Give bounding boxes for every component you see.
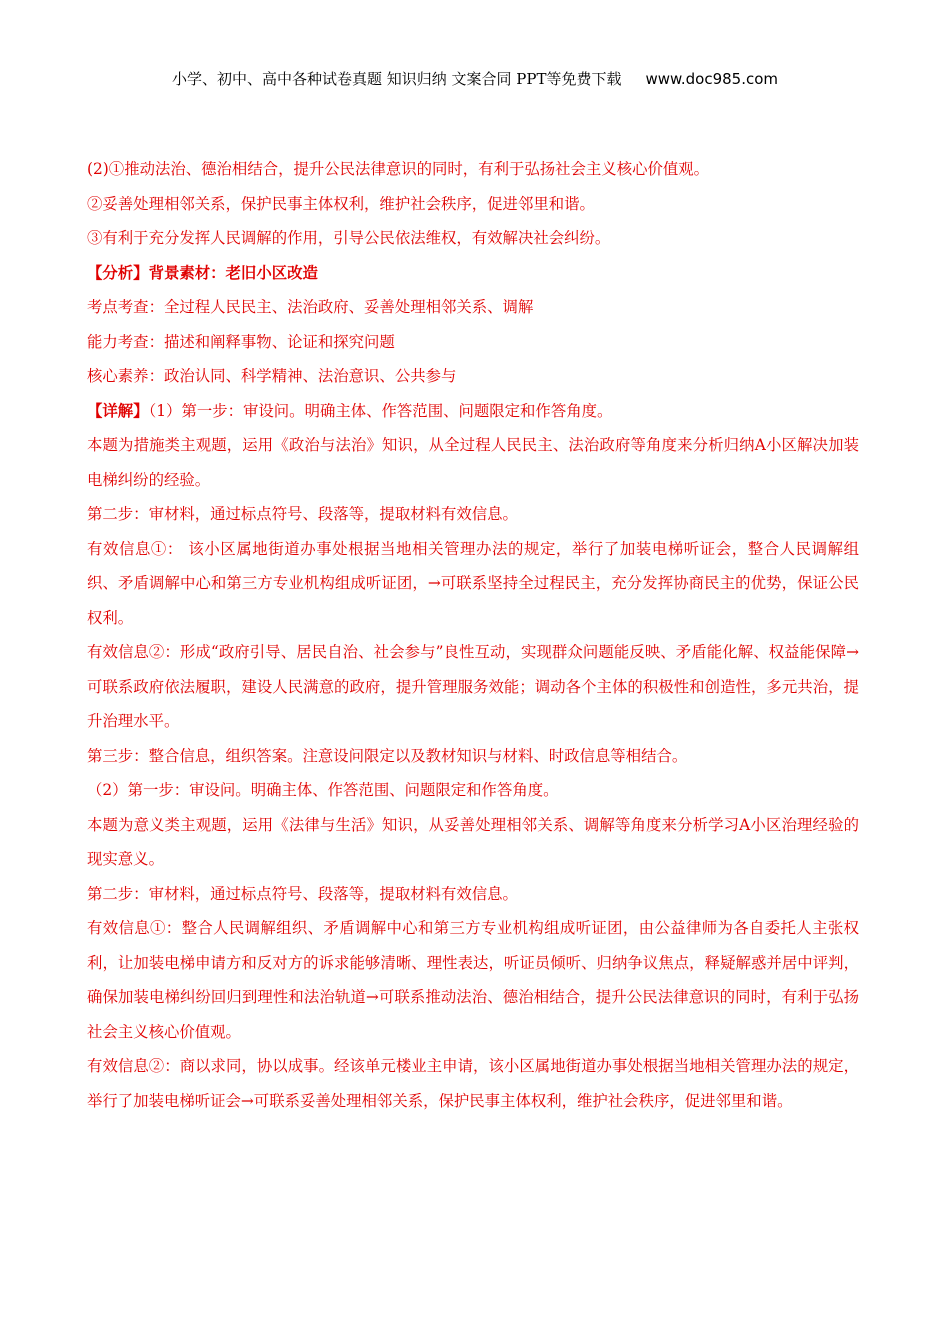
detail-step-1-q1-text: （1）第一步：审设问。明确主体、作答范围、问题限定和作答角度。	[148, 401, 613, 420]
detail-q1-step-2: 第二步：审材料，通过标点符号、段落等，提取材料有效信息。	[87, 505, 518, 523]
detail-q1-description: 本题为措施类主观题，运用《政治与法治》知识，从全过程人民民主、法治政府等角度来分析归纳A小区解决加装电梯纠纷的经验。	[87, 436, 859, 489]
detail-q1-info-1: 有效信息①： 该小区属地街道办事处根据当地相关管理办法的规定，举行了加装电梯听证会，整合人民调解组织、矛盾调解中心和第三方专业机构组成听证团，→可联系坚持全过程民主，充分发挥协商民主的优势，保证公民权利。	[87, 539, 859, 627]
answer-2-point-2: ②妥善处理相邻关系，保护民事主体权利，维护社会秩序，促进邻里和谐。	[87, 194, 595, 213]
header-site-url: www.doc985.com	[645, 70, 779, 88]
header-text: 小学、初中、高中各种试卷真题 知识归纳 文案合同 PPT等免费下载	[171, 70, 622, 88]
detail-q1-info-2: 有效信息②：形成“政府引导、居民自治、社会参与”良性互动，实现群众问题能反映、矛盾能化解、权益能保障→可联系政府依法履职，建设人民满意的政府，提升管理服务效能；调动各个主体的积极性和创造性，多元共治，提升治理水平。	[87, 643, 859, 730]
detail-step-1-q1	[87, 394, 859, 429]
analysis-knowledge-points: 考点考查：全过程人民民主、法治政府、妥善处理相邻关系、调解	[87, 298, 534, 316]
detail-q2-description: 本题为意义类主观题，运用《法律与生活》知识，从妥善处理相邻关系、调解等角度来分析学习A小区治理经验的现实意义。	[87, 815, 859, 868]
analysis-core-literacy: 核心素养：政治认同、科学精神、法治意识、公共参与	[87, 367, 457, 385]
analysis-tag: 【分析】	[87, 263, 149, 282]
detail-q2-info-2: 有效信息②：商以求同，协以成事。经该单元楼业主申请，该小区属地街道办事处根据当地相关管理办法的规定，举行了加装电梯听证会→可联系妥善处理相邻关系，保护民事主体权利，维护社会秩序，促进邻里和谐。	[87, 1057, 859, 1110]
page-header	[0, 68, 950, 89]
analysis-ability: 能力考查：描述和阐释事物、论证和探究问题	[87, 332, 395, 351]
analysis-background	[87, 256, 859, 291]
analysis-background-text: 背景素材：老旧小区改造	[148, 263, 318, 282]
document-body	[87, 152, 859, 1118]
detail-q2-step-1: （2）第一步：审设问。明确主体、作答范围、问题限定和作答角度。	[87, 781, 559, 799]
detail-tag: 【详解】	[87, 401, 149, 420]
answer-2-point-1: (2)①推动法治、德治相结合，提升公民法律意识的同时，有利于弘扬社会主义核心价值观。	[87, 160, 710, 178]
detail-q2-step-2: 第二步：审材料，通过标点符号、段落等，提取材料有效信息。	[87, 884, 518, 903]
detail-q2-info-1: 有效信息①：整合人民调解组织、矛盾调解中心和第三方专业机构组成听证团，由公益律师为各自委托人主张权利，让加装电梯申请方和反对方的诉求能够清晰、理性表达，听证员倾听、归纳争议焦点，释疑解惑并居中评判，确保加装电梯纠纷回归到理性和法治轨道→可联系推动法治、德治相结合，提升公民法律意识的同时，有利于弘扬社会主义核心价值观。	[87, 919, 859, 1041]
answer-2-point-3: ③有利于充分发挥人民调解的作用，引导公民依法维权，有效解决社会纠纷。	[87, 229, 611, 247]
detail-q1-step-3: 第三步：整合信息，组织答案。注意设问限定以及教材知识与材料、时政信息等相结合。	[87, 746, 688, 765]
